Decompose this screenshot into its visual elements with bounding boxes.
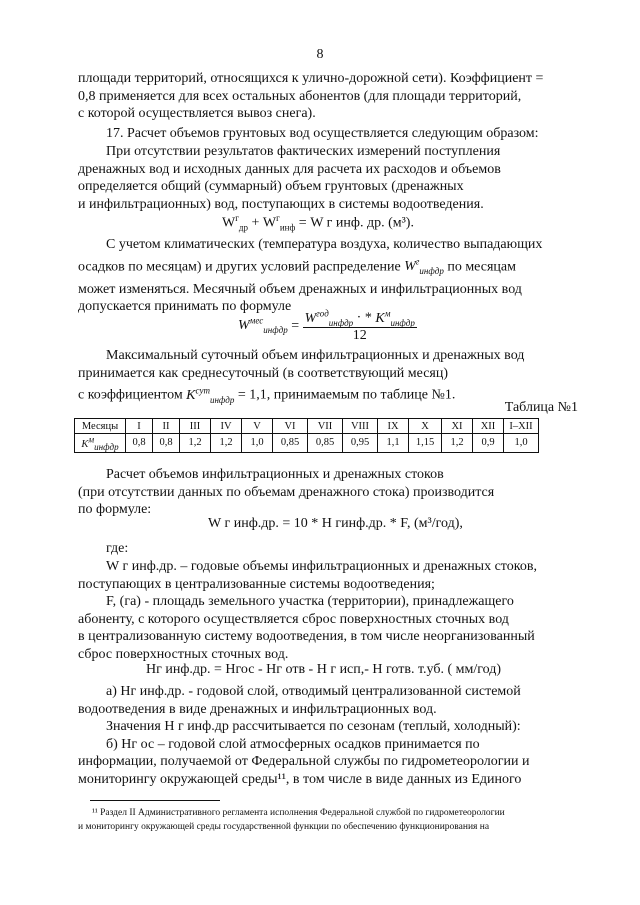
text-line: по формуле: [78, 502, 152, 518]
formula-layer: Hг инф.др. = Hгос - Hг отв - H г исп,- H готв. т.уб. ( мм/год) [146, 662, 502, 677]
where-label [78, 540, 576, 558]
month-cell: I–XII [504, 419, 539, 434]
text-line: в централизованную систему водоотведения, в том числе неорганизованный [78, 629, 535, 645]
paragraph-calculation [78, 466, 576, 519]
text-line: принимается как среднесуточный (в соответствующий месяц) [78, 365, 449, 381]
value-cell: 1,2 [180, 434, 211, 453]
text-line: с коэффициентом $K^{сут}_{инфдр} = 1,1$, принимаемым по таблице №1. [78, 385, 456, 405]
text-line: дренажных вод и исходных данных для расчета их расходов и объемов [78, 161, 501, 177]
page-number: 8 [316, 47, 324, 62]
month-cell: II [153, 419, 180, 434]
paragraph-groundwater [78, 143, 576, 213]
value-cell: 0,8 [126, 434, 153, 453]
text-line: сброс поверхностных сточных вод. [78, 646, 289, 662]
item-17 [78, 125, 576, 143]
month-cell: XII [473, 419, 504, 434]
text-line: и инфильтрационных) вод, поступающих в системы водоотведения. [78, 196, 484, 212]
paragraph-layers [78, 683, 576, 789]
text-line: 17. Расчет объемов грунтовых вод осуществляется следующим образом: [106, 126, 539, 141]
text-line: определяется общий (суммарный) объем грунтовых (дренажных [78, 179, 464, 195]
text-line: Значения H г инф.др рассчитывается по сезонам (теплый, холодный): [106, 719, 521, 735]
text-line: площади территорий, относящихся к улично-дорожной сети). Коэффициент = [78, 71, 544, 86]
paragraph-daily-max [78, 347, 576, 409]
text-line: Расчет объемов инфильтрационных и дренажных стоков [106, 467, 444, 482]
value-cell: 1,15 [409, 434, 442, 453]
header-label: Месяцы [75, 419, 126, 434]
footnote-line: ¹¹ Раздел II Административного регламента исполнения Федеральной службой по гидрометеорологии [92, 808, 505, 818]
text-line: с которой осуществляется вывоз снега). [78, 106, 316, 122]
value-cell: 1,1 [378, 434, 409, 453]
text-line: информации, получаемой от Федеральной службы по гидрометеорологии и [78, 754, 530, 770]
month-cell: VI [273, 419, 308, 434]
value-cell: 0,8 [153, 434, 180, 453]
text-line: водоотведения в виде дренажных и инфильтрационных вод. [78, 701, 437, 717]
value-cell: 0,95 [343, 434, 378, 453]
month-cell: VIII [343, 419, 378, 434]
paragraph-climate [78, 236, 576, 316]
value-cell: 0,85 [308, 434, 343, 453]
month-cell: IV [211, 419, 242, 434]
month-cell: V [242, 419, 273, 434]
value-cell: 1,2 [442, 434, 473, 453]
footnote-line: и мониторингу окружающей среды государственной функции по обеспечению функционирования на [78, 822, 490, 832]
text-line: F, (га) - площадь земельного участка (территории), принадлежащего [106, 594, 514, 610]
text-line: абоненту, с которого осуществляется сброс поверхностных сточных вод [78, 611, 509, 627]
table-caption: Таблица №1 [504, 400, 578, 415]
text-line: При отсутствии результатов фактических измерений поступления [106, 144, 501, 159]
table-header-row [75, 419, 539, 434]
month-cell: VII [308, 419, 343, 434]
text-line: поступающих в централизованные системы водоотведения; [78, 576, 435, 592]
text-line: 0,8 применяется для всех остальных абонентов (для площади территорий, [78, 88, 522, 104]
month-cell: IX [378, 419, 409, 434]
paragraph-definitions [78, 558, 576, 664]
text-line: б) Hг ос – годовой слой атмосферных осадков принимается по [106, 736, 480, 752]
text-line: мониторингу окружающей среды¹¹, в том числе в виде данных из Единого [78, 771, 522, 787]
text-line: может изменяться. Месячный объем дренажных и инфильтрационных вод [78, 281, 522, 297]
text-line: где: [106, 541, 129, 556]
text-line: допускается принимать по формуле [78, 299, 292, 315]
value-cell: 1,0 [242, 434, 273, 453]
value-cell: 1,2 [211, 434, 242, 453]
footnote [78, 806, 576, 834]
value-cell: 1,0 [504, 434, 539, 453]
value-cell: 0,9 [473, 434, 504, 453]
formula-monthly-volume: $W^{мес}_{инфдр}$ = $\frac{W^{год}_{инфдр} \cdot * K^м_{инфдр}}{12}$ [238, 308, 415, 344]
month-cell: III [180, 419, 211, 434]
month-cell: X [409, 419, 442, 434]
text-line: осадков по месяцам) и других условий распределение $W^г_{инфдр}$ по месяцам [78, 256, 516, 277]
text-line: W г инф.др. – годовые объемы инфильтрационных и дренажных стоков, [106, 559, 537, 574]
coefficient-table [74, 418, 539, 453]
text-line: Максимальный суточный объем инфильтрационных и дренажных вод [106, 348, 525, 363]
month-cell: XI [442, 419, 473, 434]
value-cell: 0,85 [273, 434, 308, 453]
row-label: $K^м_{инфдр}$ [75, 434, 126, 453]
paragraph-coefficient [78, 70, 576, 123]
month-cell: I [126, 419, 153, 434]
table-row [75, 434, 539, 453]
text-line: (при отсутствии данных по объемам дренажного стока) производится [78, 484, 495, 500]
text-line: С учетом климатических (температура воздуха, количество выпадающих [106, 237, 543, 252]
formula-total-volume: $W^г_{др} + W^г_{инф} = W$ г инф. др. (м³). [222, 213, 414, 233]
formula-annual-volume: W г инф.др. = 10 * H гинф.др. * F, (м³/год), [208, 516, 463, 531]
footnote-separator [90, 800, 220, 801]
text-line: а) Hг инф.др. - годовой слой, отводимый централизованной системой [106, 684, 521, 699]
fraction: $\frac{W^{год}_{инфдр} \cdot * K^м_{инфдр}}{12}$ [304, 308, 415, 344]
